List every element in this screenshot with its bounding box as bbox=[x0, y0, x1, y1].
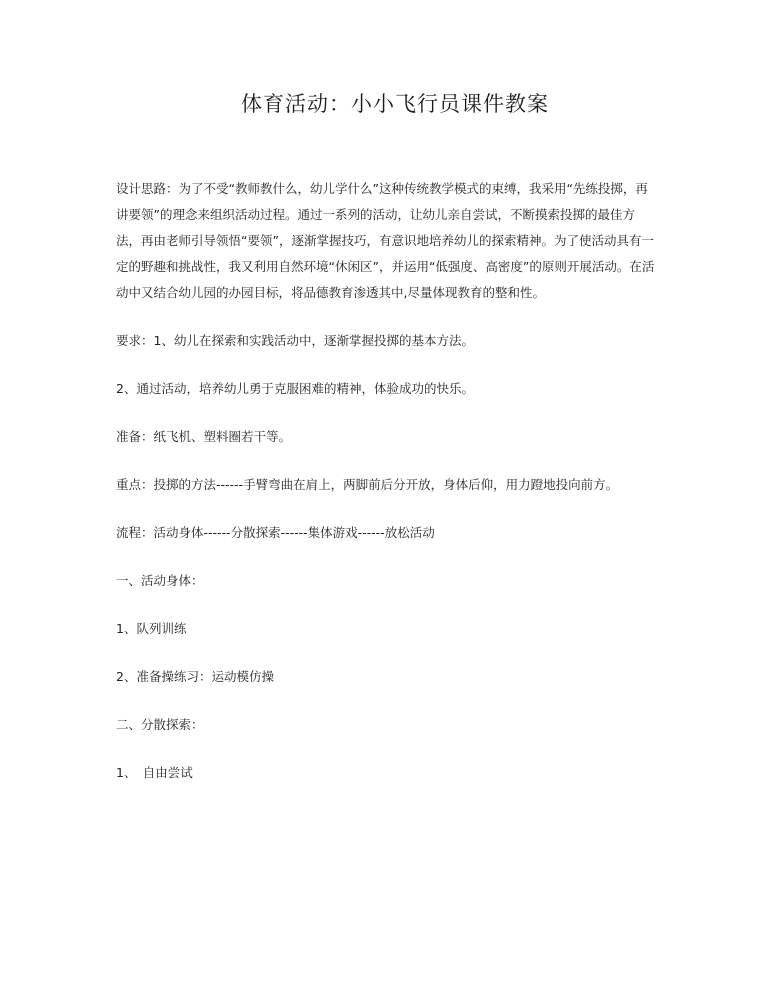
section-heading-warmup: 一、活动身体： bbox=[116, 573, 204, 588]
paragraph-process: 流程：活动身体------分散探索------集体游戏------放松活动 bbox=[116, 525, 435, 540]
paragraph-preparation: 准备：纸飞机、塑料圈若干等。 bbox=[116, 429, 292, 444]
document-body bbox=[116, 176, 656, 808]
list-item-free-try: 1、 自由尝试 bbox=[116, 765, 193, 780]
section-heading-exploration: 二、分散探索： bbox=[116, 717, 204, 732]
paragraph-requirement-1: 要求：1、幼儿在探索和实践活动中，逐渐掌握投掷的基本方法。 bbox=[116, 333, 474, 348]
paragraph-key-point: 重点：投掷的方法------手臂弯曲在肩上，两脚前后分开放，身体后仰，用力蹬地投向前方。 bbox=[116, 477, 619, 492]
paragraph-design-idea: 设计思路：为了不受“教师教什么，幼儿学什么”这种传统教学模式的束缚，我采用“先练投掷，再讲要领”的理念来组织活动过程。通过一系列的活动，让幼儿亲自尝试，不断摸索投掷的最佳方法，再由老师引导领悟“要领”，逐渐掌握技巧，有意识地培养幼儿的探索精神。为了使活动具有一定的野趣和挑战性，我又利用自然环境“休闲区”，并运用“低强度、高密度”的原则开展活动。在活动中又结合幼儿园的办园目标，将品德教育渗透其中,尽量体现教育的整和性。 bbox=[116, 181, 655, 300]
document-title: 体育活动：小小飞行员课件教案 bbox=[241, 92, 549, 116]
list-item-queue-training: 1、队列训练 bbox=[116, 621, 187, 636]
list-item-warmup-exercise: 2、准备操练习：运动模仿操 bbox=[116, 669, 274, 684]
paragraph-requirement-2: 2、通过活动，培养幼儿勇于克服困难的精神，体验成功的快乐。 bbox=[116, 381, 474, 396]
